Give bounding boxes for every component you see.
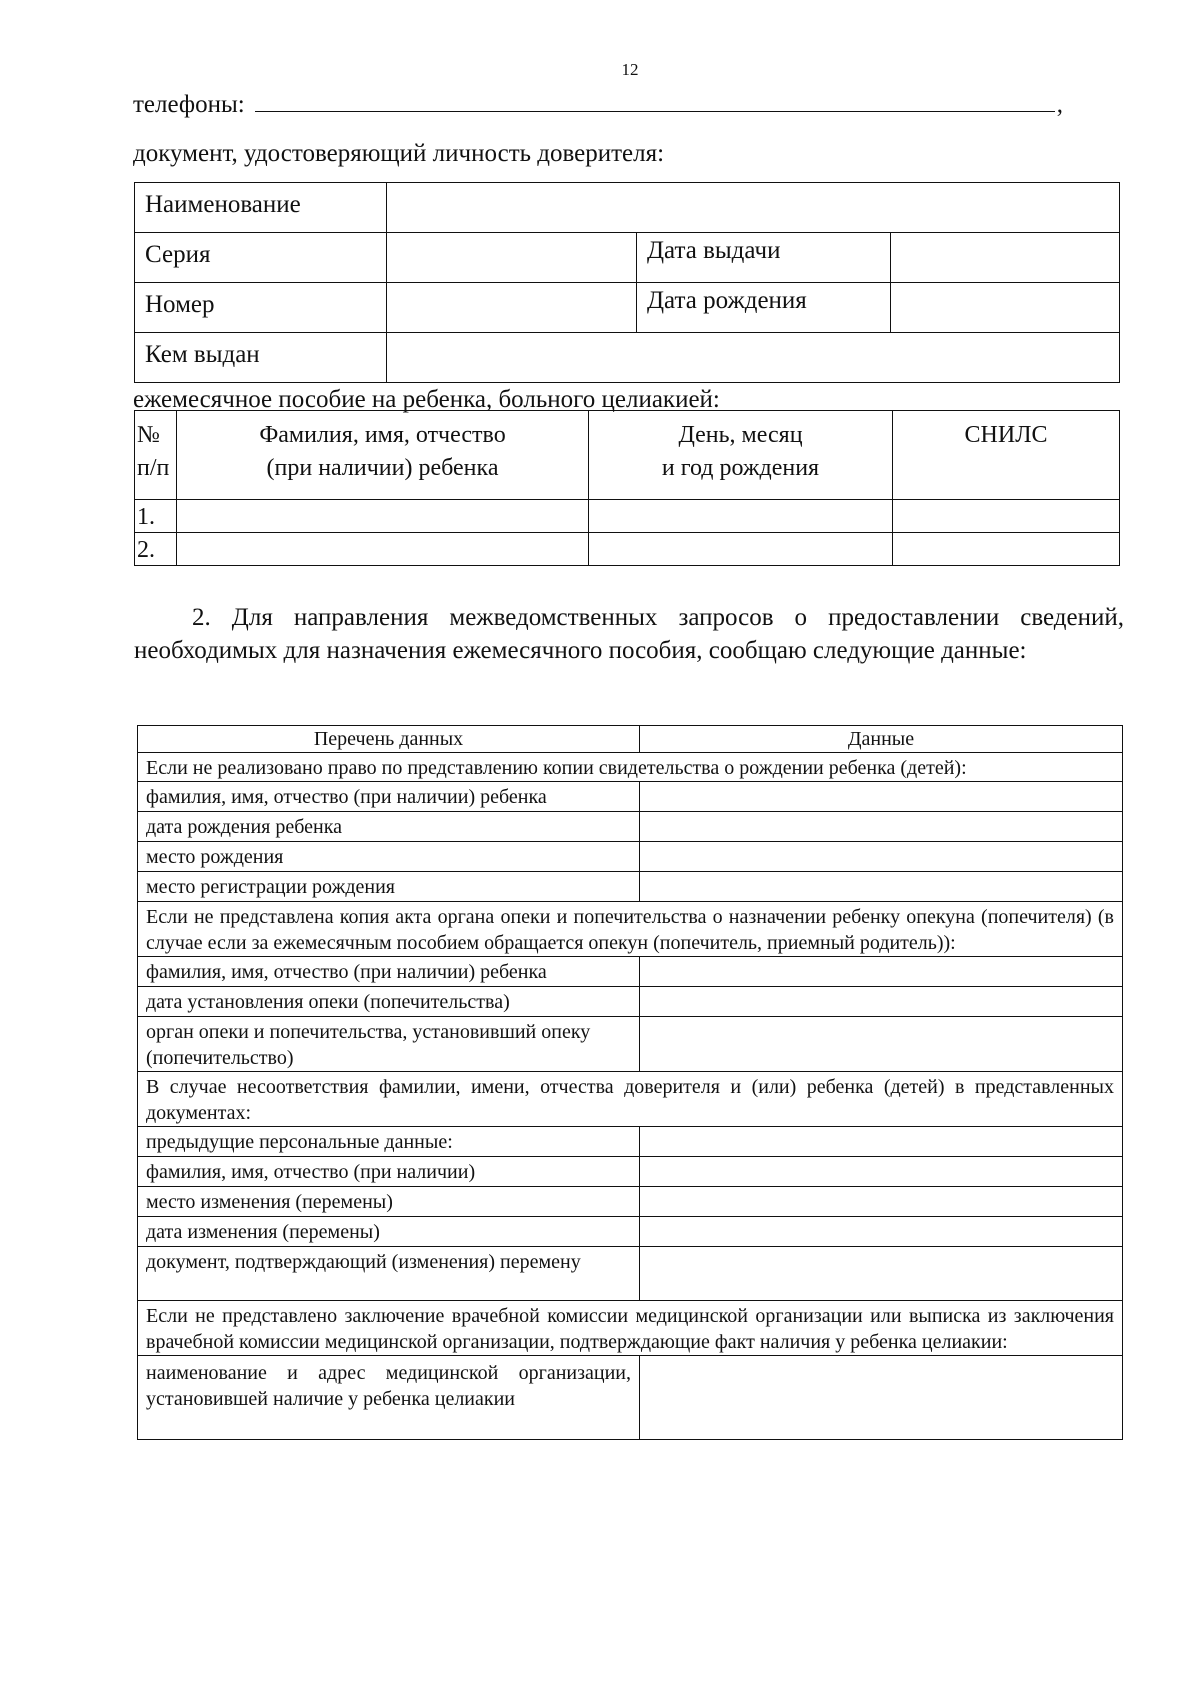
header-birthdate-line2: и год рождения <box>661 455 820 481</box>
group-title-guardianship: Если не представлена копия акта органа опеки и попечительства о назначении ребенку опекуна (попечителя) (в случае если за ежемесячным пособием обращается опекун (попечитель, приемный родитель)): <box>138 902 1123 957</box>
child-snils-cell[interactable] <box>893 533 1120 566</box>
issued-by-label: Кем выдан <box>135 333 387 383</box>
item-label: предыдущие персональные данные: <box>138 1127 640 1157</box>
phones-trailing: , <box>1056 91 1063 118</box>
header-data-list: Перечень данных <box>138 726 640 753</box>
item-value-cell[interactable] <box>640 812 1123 842</box>
name-label: Наименование <box>135 183 387 233</box>
item-value-cell[interactable] <box>640 782 1123 812</box>
phones-field <box>133 90 1063 119</box>
header-data-values: Данные <box>640 726 1123 753</box>
section-2-text: 2. Для направления межведомственных запросов о предоставлении сведений, необходимых для назначения ежемесячного пособия, сообщаю следующие данные: <box>134 604 1124 664</box>
header-fio-line1: Фамилия, имя, отчество <box>259 422 506 448</box>
item-value-cell[interactable] <box>640 1217 1123 1247</box>
item-label: дата рождения ребенка <box>138 812 640 842</box>
item-label: фамилия, имя, отчество (при наличии) <box>138 1157 640 1187</box>
header-snils-text: СНИЛС <box>964 422 1048 448</box>
phones-label: телефоны: <box>133 91 245 118</box>
group-title-medical-commission: Если не представлено заключение врачебной комиссии медицинской организации или выписка из заключения врачебной комиссии медицинской организации, подтверждающие факт наличия у ребенка целиакии: <box>138 1301 1123 1356</box>
item-label: место рождения <box>138 842 640 872</box>
item-value-cell[interactable] <box>640 842 1123 872</box>
item-value-cell[interactable] <box>640 1247 1123 1301</box>
item-label: дата изменения (перемены) <box>138 1217 640 1247</box>
birth-date-label: Дата рождения <box>637 283 891 333</box>
item-label: документ, подтверждающий (изменения) перемену <box>138 1247 640 1301</box>
name-cell[interactable] <box>387 183 1120 233</box>
group-title-birth-certificate: Если не реализовано право по представлению копии свидетельства о рождении ребенка (детей): <box>138 753 1123 782</box>
header-num <box>135 411 177 500</box>
item-label: наименование и адрес медицинской организации, установившей наличие у ребенка целиакии <box>138 1356 640 1440</box>
group-title-name-mismatch: В случае несоответствия фамилии, имени, отчества доверителя и (или) ребенка (детей) в представленных документах: <box>138 1072 1123 1127</box>
item-label: орган опеки и попечительства, установивший опеку (попечительство) <box>138 1017 640 1072</box>
identity-table <box>134 182 1120 383</box>
item-label: фамилия, имя, отчество (при наличии) ребенка <box>138 782 640 812</box>
row-number: 2. <box>135 533 177 566</box>
series-label: Серия <box>135 233 387 283</box>
identity-caption: документ, удостоверяющий личность доверителя: <box>133 140 665 167</box>
item-label: дата установления опеки (попечительства) <box>138 987 640 1017</box>
phones-input-line[interactable] <box>255 90 1055 112</box>
item-label: фамилия, имя, отчество (при наличии) ребенка <box>138 957 640 987</box>
item-label: место регистрации рождения <box>138 872 640 902</box>
item-label: место изменения (перемены) <box>138 1187 640 1217</box>
header-num-line1: № <box>137 422 160 448</box>
item-value-cell[interactable] <box>640 1127 1123 1157</box>
item-value-cell[interactable] <box>640 1017 1123 1072</box>
child-birthdate-cell[interactable] <box>589 533 893 566</box>
series-cell[interactable] <box>387 233 637 283</box>
number-label: Номер <box>135 283 387 333</box>
header-birthdate <box>589 411 893 500</box>
header-fio <box>177 411 589 500</box>
item-value-cell[interactable] <box>640 1187 1123 1217</box>
children-table <box>134 410 1120 566</box>
item-value-cell[interactable] <box>640 987 1123 1017</box>
data-table <box>137 725 1123 1440</box>
child-fio-cell[interactable] <box>177 533 589 566</box>
number-cell[interactable] <box>387 283 637 333</box>
header-birthdate-line1: День, месяц <box>678 422 803 448</box>
issue-date-cell[interactable] <box>891 233 1120 283</box>
child-snils-cell[interactable] <box>893 500 1120 533</box>
header-snils <box>893 411 1120 500</box>
table-row <box>135 500 1120 533</box>
page-number: 12 <box>621 60 639 79</box>
issued-by-cell[interactable] <box>387 333 1120 383</box>
item-value-cell[interactable] <box>640 872 1123 902</box>
child-birthdate-cell[interactable] <box>589 500 893 533</box>
birth-date-cell[interactable] <box>891 283 1120 333</box>
row-number: 1. <box>135 500 177 533</box>
child-fio-cell[interactable] <box>177 500 589 533</box>
issue-date-label: Дата выдачи <box>637 233 891 283</box>
item-value-cell[interactable] <box>640 1157 1123 1187</box>
item-value-cell[interactable] <box>640 957 1123 987</box>
header-num-line2: п/п <box>137 455 170 481</box>
header-fio-line2: (при наличии) ребенка <box>266 455 499 481</box>
table-row <box>135 533 1120 566</box>
item-value-cell[interactable] <box>640 1356 1123 1440</box>
children-caption: ежемесячное пособие на ребенка, больного целиакией: <box>133 386 720 413</box>
